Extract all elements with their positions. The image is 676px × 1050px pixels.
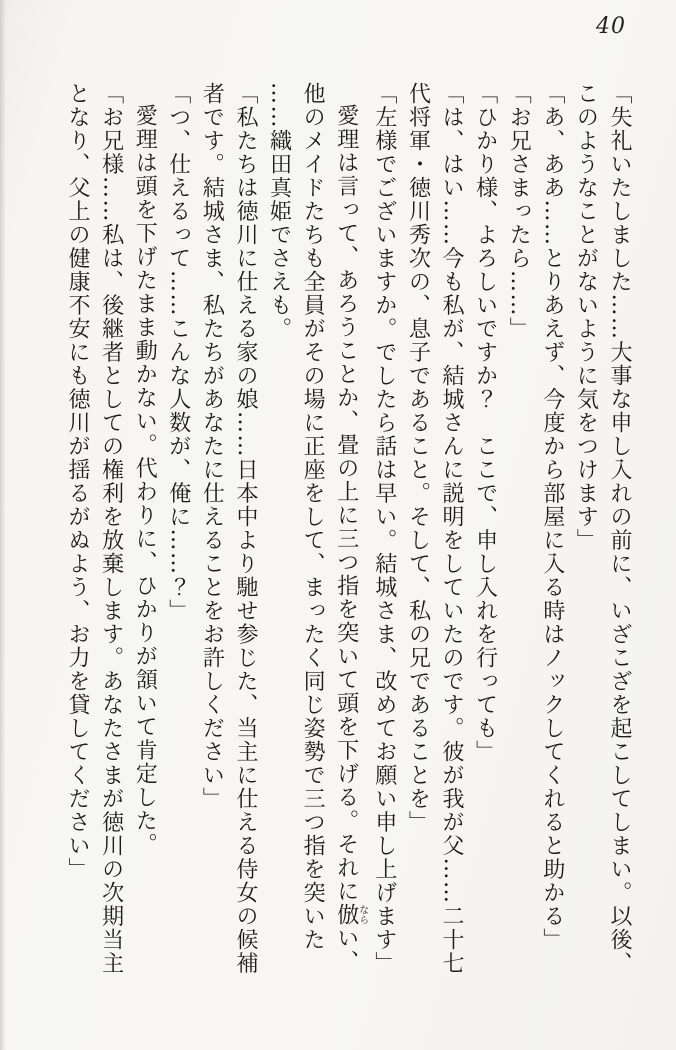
text-line: 「ひかり様、よろしいですか？ ここで、申し入れを行っても」 (472, 82, 498, 764)
text-line: 他のメイドたちも全員がその場に正座をして、まったく同じ姿勢で三つ指を突いた (300, 82, 326, 952)
text-line: 「失礼いたしました……大事な申し入れの前に、いざこざを起こしてしまい。以後、 (607, 82, 632, 975)
page-number: 40 (596, 14, 626, 39)
text-line: 「あ、ああ……とりあえず、今度から部屋に入る時はノックしてくれると助かる」 (539, 82, 565, 952)
ruby-annotation (333, 903, 368, 927)
text-line: 「私たちは徳川に仕える家の娘……日本中より馳せ参じた、当主に仕える侍女の候補 (232, 82, 258, 975)
text-line: 「お兄さまったら……」 (506, 82, 532, 341)
text-line: 代将軍・徳川秀次の、息子であること。そして、私の兄であることを」 (405, 82, 431, 834)
text-line: となり、父上の健康不安にも徳川が揺るがぬよう、お力を貸してください」 (65, 82, 90, 881)
text-segment: 愛理は言って、あろうことか、畳の上に三つ指を突いて頭を下げる。それに (333, 104, 359, 903)
text-line: 者です。結城さま、私たちがあなたに仕えることをお許しください」 (199, 82, 225, 811)
text-line: このようなことがないように気をつけます」 (573, 82, 599, 552)
vertical-text-block (60, 82, 636, 1020)
text-segment: い、 (333, 926, 359, 974)
text-line: ……織田真姫でさえも。 (266, 82, 292, 341)
text-line (329, 82, 367, 1020)
page-edge-shadow (0, 0, 6, 1050)
text-line: 「は、はい……今も私が、結城さんに説明をしていたのです。彼が我が父……二十七 (439, 82, 465, 975)
ruby-text: なら (356, 903, 368, 927)
text-line: 「左様でございますか。でしたら話は早い。結城さま、改めてお願い申し上げます」 (371, 82, 397, 975)
text-line: 「つ、仕えるって……こんな人数が、俺に……？」 (165, 82, 191, 623)
text-line: 「お兄様……私は、後継者としての権利を放棄します。あなたさまが徳川の次期当主 (98, 82, 124, 975)
text-line: 愛理は頭を下げたまま動かない。代わりに、ひかりが頷いて肯定した。 (132, 104, 158, 856)
ruby-base: 倣 (333, 903, 359, 927)
